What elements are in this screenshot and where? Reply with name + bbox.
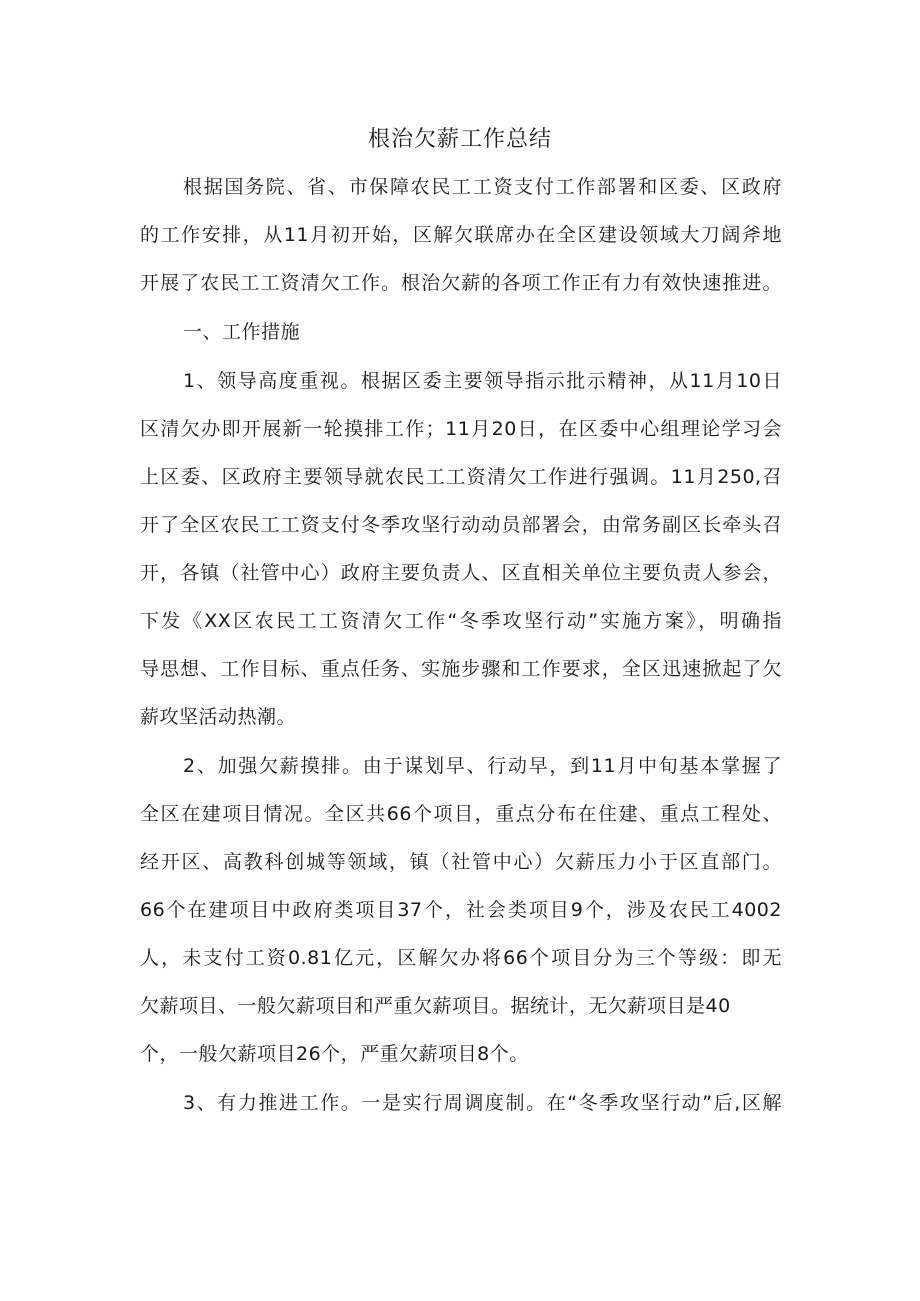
- paragraph-line: 全区在建项目情况。全区共66个项目，重点分布在住建、重点工程处、: [140, 803, 782, 825]
- paragraph-line: 导思想、工作目标、重点任务、实施步骤和工作要求，全区迅速掀起了欠: [140, 658, 782, 680]
- section-heading: 一、工作措施: [183, 321, 301, 343]
- paragraph-line: 的工作安排，从11月初开始，区解欠联席办在全区建设领域大刀阔斧地: [140, 224, 782, 246]
- paragraph-line: 欠薪项目、一般欠薪项目和严重欠薪项目。据统计，无欠薪项目是40: [140, 995, 731, 1017]
- paragraph-line: 开展了农民工工资清欠工作。根治欠薪的各项工作正有力有效快速推进。: [140, 272, 782, 294]
- document-title: 根治欠薪工作总结: [367, 127, 552, 152]
- paragraph-line: 人，未支付工资0.81亿元，区解欠办将66个项目分为三个等级：即无: [140, 947, 782, 969]
- paragraph-line: 上区委、区政府主要领导就农民工工资清欠工作进行强调。11月250,召: [140, 466, 782, 488]
- paragraph-line: 根据国务院、省、市保障农民工工资支付工作部署和区委、区政府: [183, 176, 782, 198]
- paragraph-line: 开了全区农民工工资支付冬季攻坚行动动员部署会，由常务副区长牵头召: [140, 514, 782, 536]
- paragraph-line: 66个在建项目中政府类项目37个，社会类项目9个，涉及农民工4002: [140, 899, 782, 921]
- paragraph-line: 个，一般欠薪项目26个，严重欠薪项目8个。: [140, 1043, 529, 1065]
- paragraph-line: 开，各镇（社管中心）政府主要负责人、区直相关单位主要负责人参会，: [140, 562, 782, 584]
- paragraph-line: 下发《XX区农民工工资清欠工作“冬季攻坚行动”实施方案》，明确指: [140, 610, 782, 632]
- paragraph-line: 区清欠办即开展新一轮摸排工作；11月20日，在区委中心组理论学习会: [140, 418, 782, 440]
- paragraph-line: 1、领导高度重视。根据区委主要领导指示批示精神，从11月10日: [183, 370, 782, 392]
- paragraph-line: 3、有力推进工作。一是实行周调度制。在“冬季攻坚行动”后,区解: [183, 1092, 782, 1114]
- paragraph-line: 经开区、高教科创城等领域，镇（社管中心）欠薪压力小于区直部门。: [140, 851, 782, 873]
- paragraph-line: 2、加强欠薪摸排。由于谋划早、行动早，到11月中旬基本掌握了: [183, 755, 782, 777]
- paragraph-line: 薪攻坚活动热潮。: [140, 706, 297, 728]
